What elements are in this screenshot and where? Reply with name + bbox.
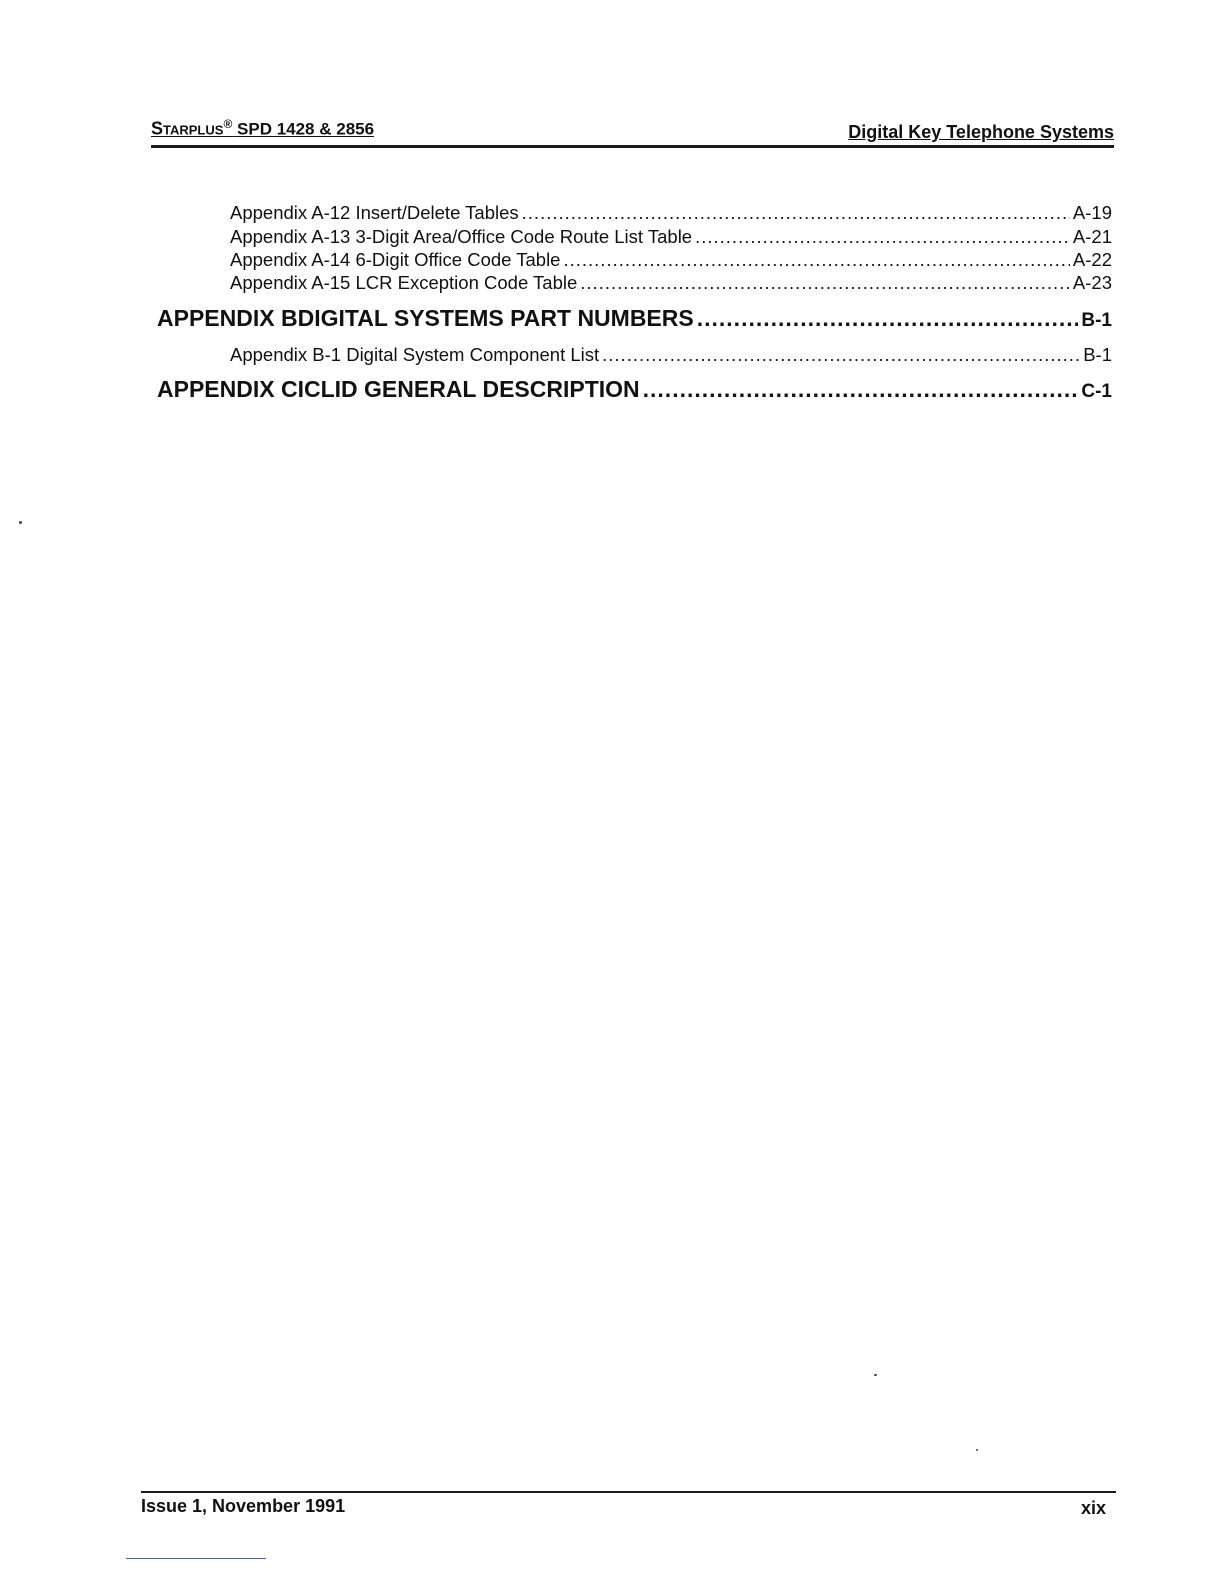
toc-entry-label: Appendix A-14 6-Digit Office Code Table <box>230 249 561 270</box>
brand-name: Starplus <box>151 118 224 139</box>
toc-entry-page: A-22 <box>1072 249 1112 270</box>
toc-entry-page: A-23 <box>1072 272 1112 293</box>
registered-mark: ® <box>223 117 233 131</box>
toc-entry-page: A-19 <box>1072 202 1112 223</box>
appendix-label: APPENDIX C <box>157 376 298 402</box>
header-product-title <box>151 117 374 140</box>
footer-issue-date: Issue 1, November 1991 <box>141 1496 346 1516</box>
page-footer <box>141 1491 1116 1523</box>
leader-dots <box>695 226 1070 248</box>
toc-entry-label: Appendix A-15 LCR Exception Code Table <box>230 272 578 293</box>
leader-dots <box>697 305 1079 332</box>
leader-dots <box>602 344 1080 366</box>
page-header <box>151 117 1114 148</box>
appendix-page: B-1 <box>1081 310 1112 331</box>
toc-entry-page: B-1 <box>1083 344 1112 365</box>
toc-entry-a12[interactable] <box>230 202 1112 224</box>
header-system-title: Digital Key Telephone Systems <box>848 122 1114 142</box>
scan-speck <box>874 1374 877 1376</box>
toc-entry-label: Appendix A-13 3-Digit Area/Office Code Route List Table <box>230 226 693 247</box>
toc-entry-page: A-21 <box>1072 226 1112 247</box>
leader-dots <box>522 202 1070 224</box>
appendix-page: C-1 <box>1081 381 1112 402</box>
toc-section-appendix-c[interactable] <box>157 376 1112 403</box>
leader-dots <box>643 376 1079 403</box>
toc-entry-label: Appendix B-1 Digital System Component List <box>230 344 600 365</box>
leader-dots <box>580 272 1070 294</box>
appendix-label: APPENDIX B <box>157 305 298 331</box>
toc-entry-b1[interactable] <box>230 344 1112 366</box>
leader-dots <box>563 249 1069 271</box>
toc-entry-a15[interactable] <box>230 272 1112 294</box>
appendix-title: ICLID GENERAL DESCRIPTION <box>297 376 640 402</box>
toc-entry-label: Appendix A-12 Insert/Delete Tables <box>230 202 519 223</box>
footer-page-number: xix <box>1080 1498 1106 1518</box>
toc-entry-a14[interactable] <box>230 249 1112 271</box>
model-number: SPD 1428 & 2856 <box>237 119 375 139</box>
bottom-edge-line <box>126 1558 266 1559</box>
toc-section-appendix-b[interactable] <box>157 305 1112 332</box>
appendix-title: DIGITAL SYSTEMS PART NUMBERS <box>297 305 694 331</box>
scan-speck <box>976 1449 978 1451</box>
scan-speck <box>19 521 22 524</box>
toc-entry-a13[interactable] <box>230 226 1112 248</box>
